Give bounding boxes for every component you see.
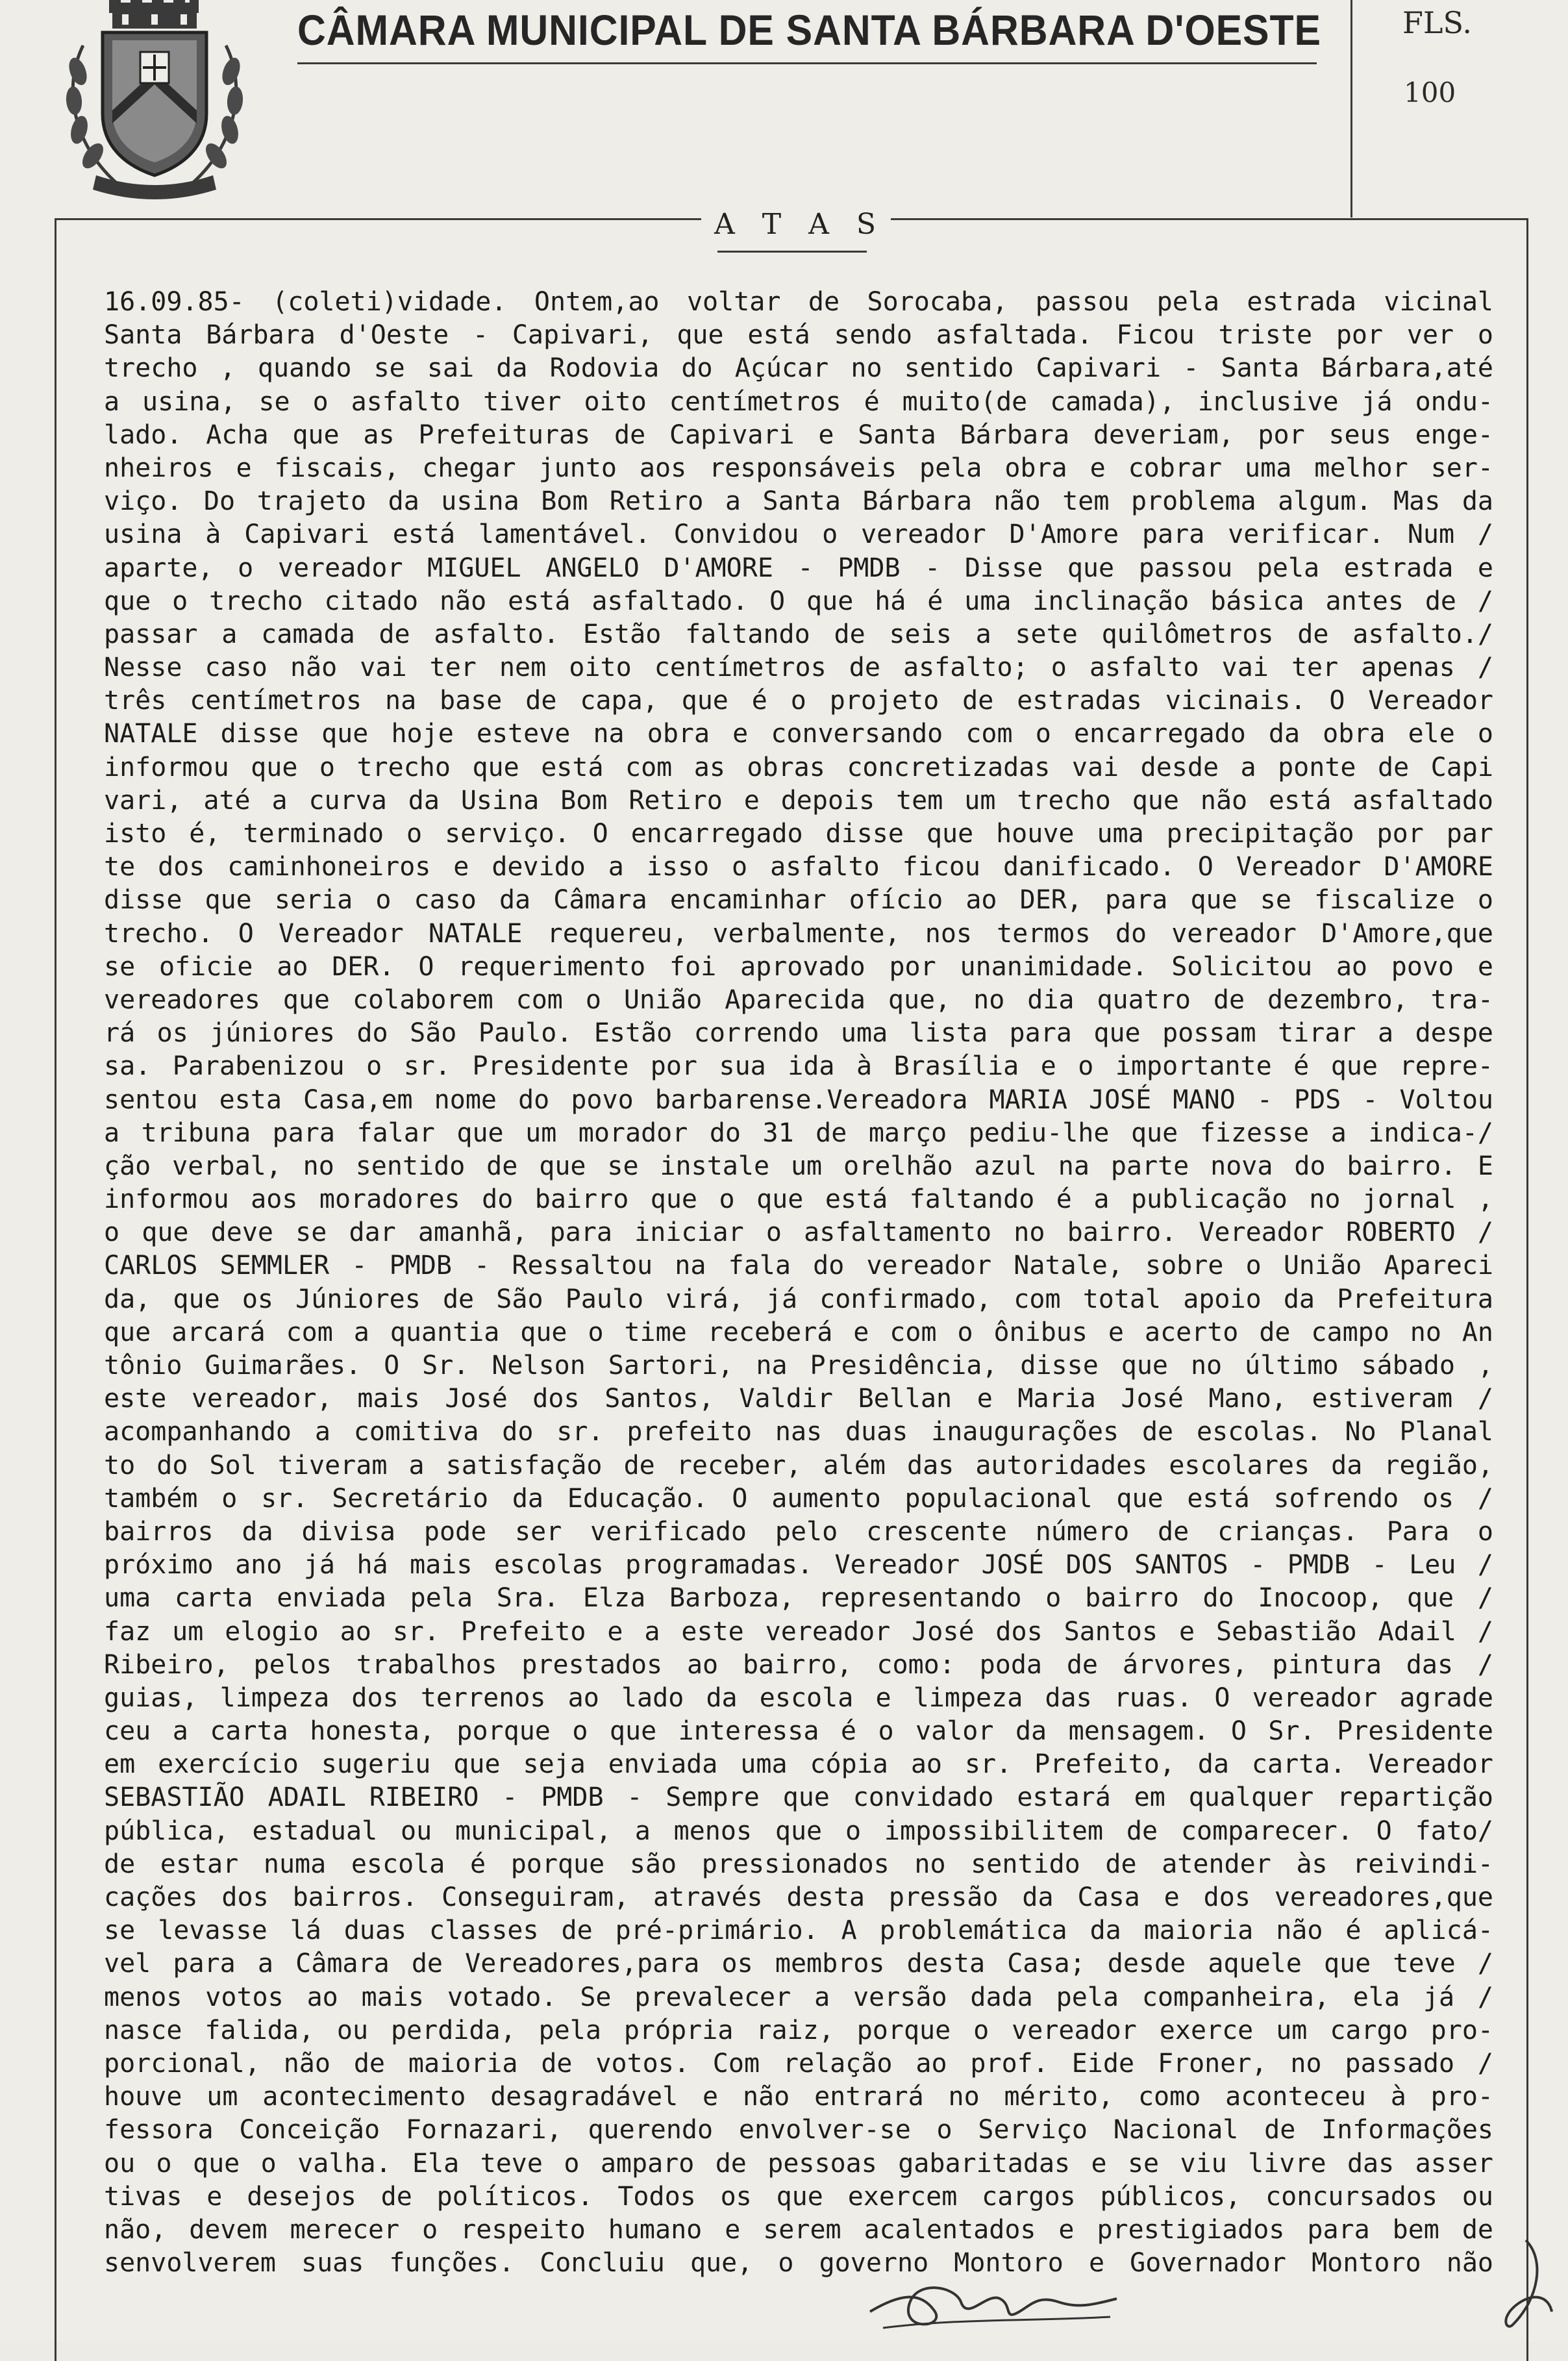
minutes-line: acompanhando a comitiva do sr. prefeito nas duas inaugurações de escolas. No Planal [104,1417,1493,1447]
section-heading-underline [717,251,867,253]
minutes-line: informou aos moradores do bairro que o que está faltando é a publicação no jornal , [104,1184,1493,1215]
minutes-line: da, que os Júniores de São Paulo virá, já confirmado, com total apoio da Prefeitura [104,1284,1493,1314]
title-underline [297,62,1317,64]
minutes-line: cações dos bairros. Conseguiram, através desta pressão da Casa e dos vereadores,que [104,1882,1493,1912]
minutes-line: usina à Capivari está lamentável. Convidou o vereador D'Amore para verificar. Num / [104,519,1493,550]
minutes-line: vereadores que colaborem com o União Aparecida que, no dia quatro de dezembro, tra- [104,984,1493,1015]
minutes-line: menos votos ao mais votado. Se prevalecer a versão dada pela companheira, ela já / [104,1982,1493,2012]
minutes-line: CARLOS SEMMLER - PMDB - Ressaltou na fala do vereador Natale, sobre o União Apareci [104,1251,1493,1281]
minutes-line: ou o que o valha. Ela teve o amparo de pessoas gabaritadas e se viu livre das asser [104,2148,1493,2179]
minutes-line: faz um elogio ao sr. Prefeito e a este vereador José dos Santos e Sebastião Adail / [104,1616,1493,1647]
minutes-line: rá os júniores do São Paulo. Estão correndo uma lista para que possam tirar a despe [104,1018,1493,1049]
minutes-line: uma carta enviada pela Sra. Elza Barboza, representando o bairro do Inocoop, que / [104,1583,1493,1614]
minutes-line: não, devem merecer o respeito humano e serem acalentados e prestigiados para bem de [104,2214,1493,2245]
minutes-line: sentou esta Casa,em nome do povo barbarense.Vereadora MARIA JOSÉ MANO - PDS - Voltou [104,1084,1493,1115]
minutes-line: tônio Guimarães. O Sr. Nelson Sartori, na Presidência, disse que no último sábado , [104,1351,1493,1380]
minutes-line: Nesse caso não vai ter nem oito centímetros de asfalto; o asfalto vai ter apenas / [104,653,1493,683]
minutes-line: três centímetros na base de capa, que é o projeto de estradas vicinais. O Vereador [104,686,1493,716]
minutes-line: que o trecho citado não está asfaltado. O que há é uma inclinação básica antes de / [104,586,1493,616]
minutes-line: próximo ano já há mais escolas programadas. Vereador JOSÉ DOS SANTOS - PMDB - Leu / [104,1550,1493,1580]
minutes-line: nasce falida, ou perdida, pela própria raiz, porque o vereador exerce um cargo pro- [104,2015,1493,2045]
municipal-coat-of-arms-icon [57,0,252,201]
minutes-line: te dos caminhoneiros e devido a isso o asfalto ficou danificado. O Vereador D'AMORE [104,852,1493,882]
chamber-title: CÂMARA MUNICIPAL DE SANTA BÁRBARA D'OESTE [297,6,1321,54]
minutes-line: também o sr. Secretário da Educação. O aumento populacional que está sofrendo os / [104,1483,1493,1514]
folio-label: FLS. [1402,5,1472,40]
minutes-line: senvolverem suas funções. Concluiu que, o governo Montoro e Governador Montoro não [104,2248,1493,2279]
minutes-line: to do Sol tiveram a satisfação de receber, além das autoridades escolares da região, [104,1450,1493,1480]
minutes-line: aparte, o vereador MIGUEL ANGELO D'AMORE - PMDB - Disse que passou pela estrada e [104,553,1493,583]
minutes-line: a usina, se o asfalto tiver oito centímetros é muito(de camada), inclusive já ondu- [104,386,1493,417]
minutes-line: este vereador, mais José dos Santos, Valdir Bellan e Maria José Mano, estiveram / [104,1384,1493,1414]
minutes-line: 16.09.85- (coleti)vidade. Ontem,ao voltar de Sorocaba, passou pela estrada vicinal [104,287,1493,317]
minutes-line: bairros da divisa pode ser verificado pelo crescente número de crianças. Para o [104,1516,1493,1547]
minutes-line: em exercício sugeriu que seja enviada uma cópia ao sr. Prefeito, da carta. Vereador [104,1749,1493,1780]
minutes-line: lado. Acha que as Prefeituras de Capivari e Santa Bárbara deveriam, por seus enge- [104,419,1493,450]
minutes-line: pública, estadual ou municipal, a menos que o impossibilitem de comparecer. O fato/ [104,1816,1493,1846]
minutes-line: houve um acontecimento desagradável e não entrará no mérito, como aconteceu à pro- [104,2082,1493,2112]
minutes-line: porcional, não de maioria de votos. Com relação ao prof. Eide Froner, no passado / [104,2048,1493,2079]
minutes-line: se oficie ao DER. O requerimento foi aprovado por unanimidade. Solicitou ao povo e [104,951,1493,982]
minutes-line: ção verbal, no sentido de que se instale um orelhão azul na parte nova do bairro. E [104,1151,1493,1181]
minutes-line: NATALE disse que hoje esteve na obra e conversando com o encarregado da obra ele o [104,719,1493,749]
minutes-line: SEBASTIÃO ADAIL RIBEIRO - PMDB - Sempre que convidado estará em qualquer repartição [104,1782,1493,1813]
minutes-line: tivas e desejos de políticos. Todos os que exercem cargos públicos, concursados ou [104,2181,1493,2212]
minutes-line: viço. Do trajeto da usina Bom Retiro a Santa Bárbara não tem problema algum. Mas da [104,486,1493,517]
minutes-line: guias, limpeza dos terrenos ao lado da escola e limpeza das ruas. O vereador agrade [104,1682,1493,1713]
frame-top-rule-right [891,218,1526,220]
minutes-line: vari, até a curva da Usina Bom Retiro e depois tem um trecho que não está asfaltado [104,785,1493,816]
minutes-line: isto é, terminado o serviço. O encarregado disse que houve uma precipitação por par [104,819,1493,849]
header-vertical-divider [1350,0,1352,218]
minutes-body [104,286,1493,2280]
section-heading: A T A S [714,208,885,241]
minutes-line: ceu a carta honesta, porque o que interessa é o valor da mensagem. O Sr. Presidente [104,1716,1493,1747]
minutes-line: fessora Conceição Fornazari, querendo envolver-se o Serviço Nacional de Informações [104,2115,1493,2145]
minutes-line: Ribeiro, pelos trabalhos prestados ao bairro, como: poda de árvores, pintura das / [104,1649,1493,1680]
minutes-line: trecho , quando se sai da Rodovia do Açúcar no sentido Capivari - Santa Bárbara,até [104,353,1493,384]
minutes-line: vel para a Câmara de Vereadores,para os membros desta Casa; desde aquele que teve / [104,1949,1493,1979]
minutes-line: nheiros e fiscais, chegar junto aos responsáveis pela obra e cobrar uma melhor ser- [104,453,1493,483]
minutes-line: que arcará com a quantia que o time receberá e com o ônibus e acerto de campo no An [104,1317,1493,1347]
minutes-line: de estar numa escola é porque são pressionados no sentido de atender às reivindi- [104,1849,1493,1879]
minutes-line: passar a camada de asfalto. Estão faltando de seis a sete quilômetros de asfalto./ [104,619,1493,649]
handwritten-signature-icon [864,2266,1123,2338]
margin-initials-icon [1487,2234,1558,2338]
minutes-line: Santa Bárbara d'Oeste - Capivari, que está sendo asfaltada. Ficou triste por ver o [104,320,1493,351]
folio-number: 100 [1404,77,1456,108]
minutes-line: disse que seria o caso da Câmara encaminhar ofício ao DER, para que se fiscalize o [104,885,1493,916]
minutes-line: trecho. O Vereador NATALE requereu, verbalmente, nos termos do vereador D'Amore,que [104,918,1493,949]
minutes-line: sa. Parabenizou o sr. Presidente por sua ida à Brasília e o importante é que repre- [104,1051,1493,1082]
minutes-line: a tribuna para falar que um morador do 31 de março pediu-lhe que fizesse a indica-/ [104,1118,1493,1148]
minutes-line: o que deve se dar amanhã, para iniciar o asfaltamento no bairro. Vereador ROBERTO / [104,1218,1493,1248]
minutes-line: se levasse lá duas classes de pré-primário. A problemática da maioria não é aplicá- [104,1916,1493,1946]
frame-top-rule-left [55,218,701,220]
minutes-line: informou que o trecho que está com as obras concretizadas vai desde a ponte de Capi [104,752,1493,782]
